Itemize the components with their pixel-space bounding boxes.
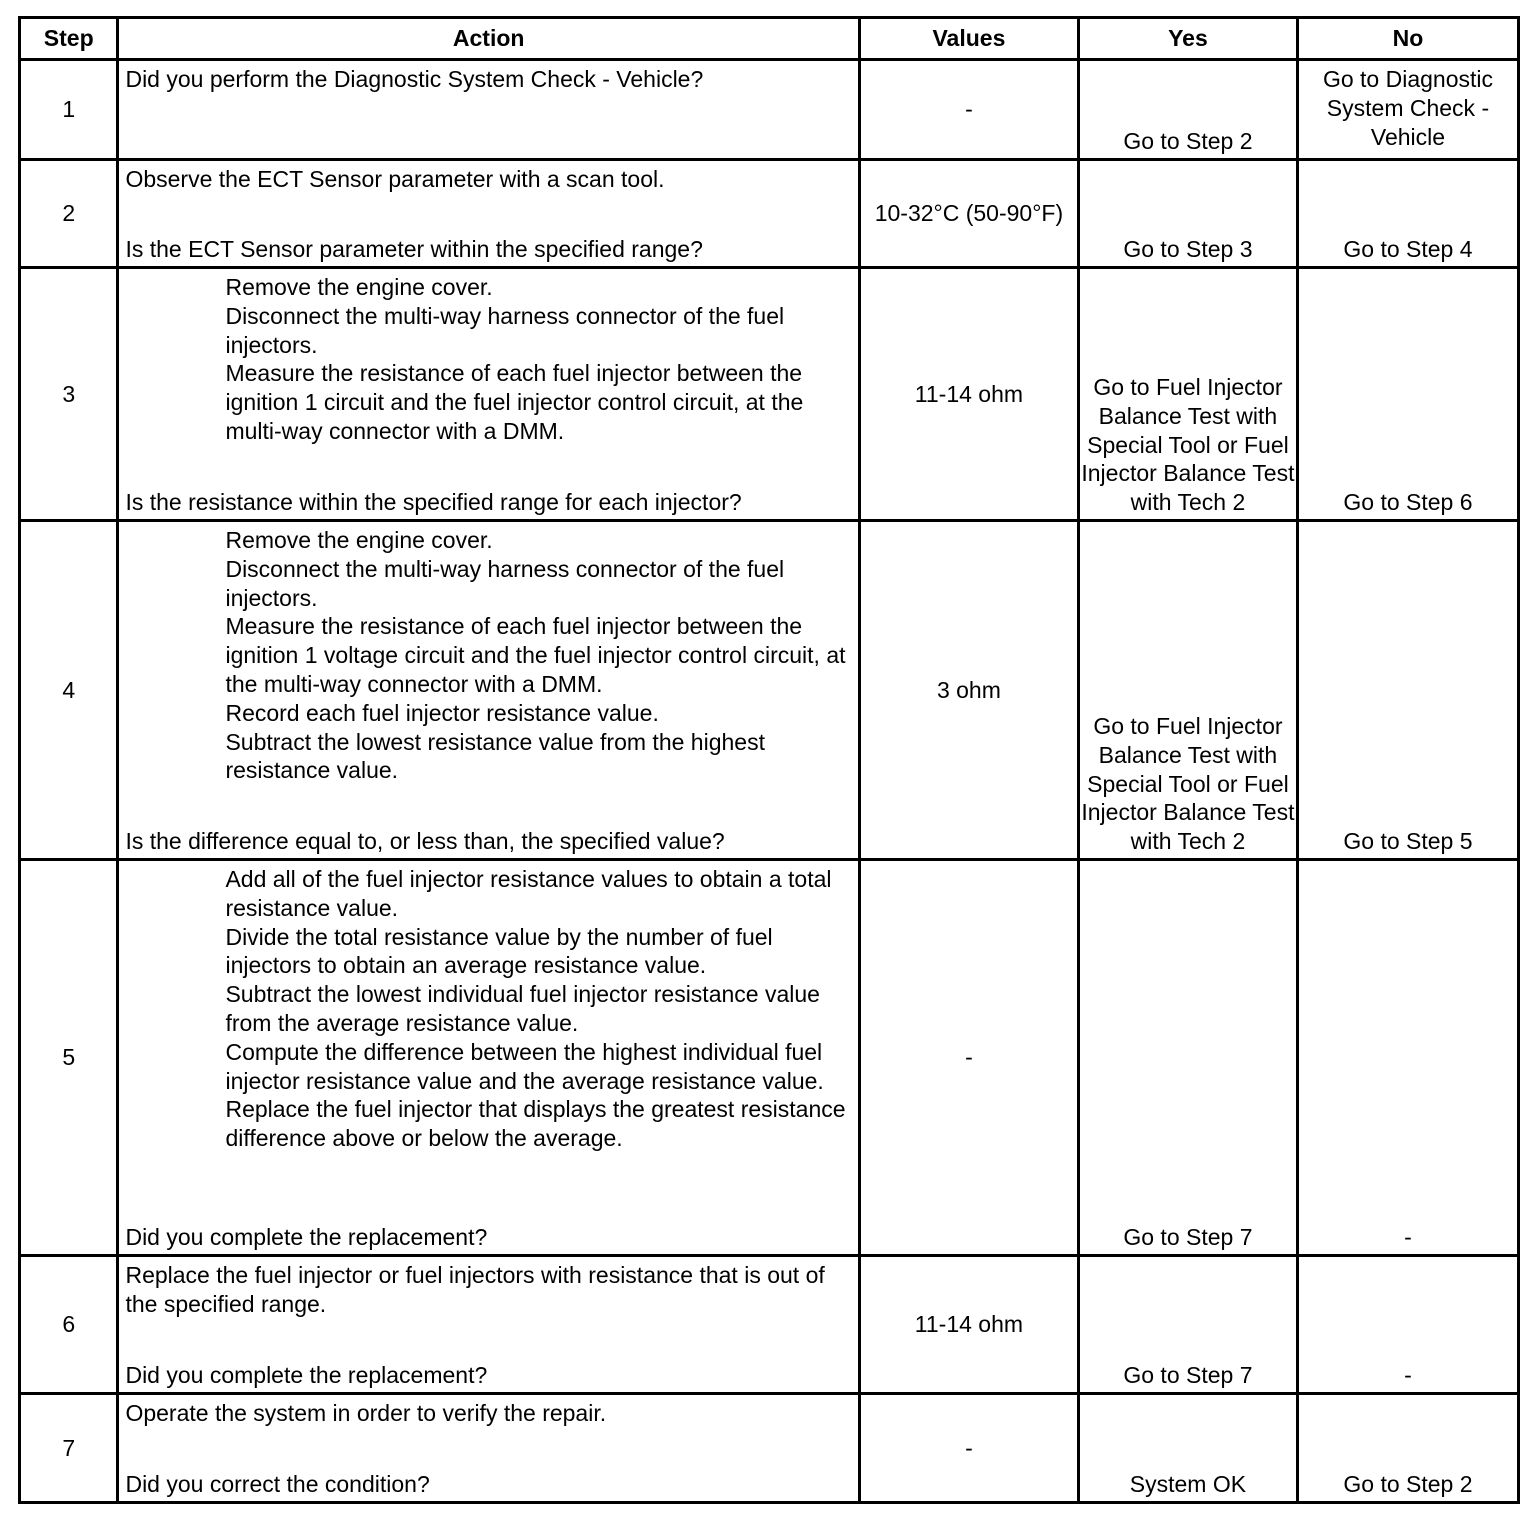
table-row	[20, 860, 1519, 1256]
table-row	[20, 1256, 1519, 1394]
header-action: Action	[118, 18, 859, 60]
value-cell: -	[859, 860, 1078, 1256]
table-row	[20, 160, 1519, 268]
action-text: Observe the ECT Sensor parameter with a scan tool.	[125, 166, 665, 192]
substep: Add all of the fuel injector resistance values to obtain a total resistance value.	[225, 866, 832, 921]
value-cell: 11-14 ohm	[859, 268, 1078, 521]
value-cell: 10-32°C (50-90°F)	[859, 160, 1078, 268]
step-number: 6	[20, 1256, 118, 1394]
yes-cell: Go to Fuel Injector Balance Test with Special Tool or Fuel Injector Balance Test with Tech 2	[1078, 521, 1297, 860]
substep: Compute the difference between the highest individual fuel injector resistance value and the average resistance value.	[225, 1038, 824, 1094]
action-question: Did you correct the condition?	[125, 1471, 430, 1498]
substep: Subtract the lowest individual fuel injector resistance value from the average resistance value.	[225, 981, 820, 1036]
yes-cell: Go to Step 7	[1078, 1256, 1297, 1394]
value-cell: 11-14 ohm	[859, 1256, 1078, 1394]
no-cell: Go to Step 2	[1297, 1394, 1518, 1503]
action-question: Is the difference equal to, or less than, the specified value?	[125, 828, 725, 855]
header-step: Step	[20, 18, 118, 60]
substep: Remove the engine cover.	[225, 527, 493, 553]
table-row	[20, 1394, 1519, 1503]
substep: Divide the total resistance value by the number of fuel injectors to obtain an average resistance value.	[225, 923, 773, 979]
action-question: Is the resistance within the specified range for each injector?	[125, 489, 742, 516]
no-cell: Go to Step 6	[1297, 268, 1518, 521]
step-number: 4	[20, 521, 118, 860]
table-row	[20, 60, 1519, 160]
header-row	[20, 18, 1519, 60]
header-yes: Yes	[1078, 18, 1297, 60]
step-number: 3	[20, 268, 118, 521]
action-cell	[118, 1394, 859, 1503]
action-cell	[118, 160, 859, 268]
step-number: 7	[20, 1394, 118, 1503]
action-question: Did you complete the replacement?	[125, 1224, 488, 1251]
substep: Disconnect the multi-way harness connector of the fuel injectors.	[225, 555, 785, 611]
action-cell	[118, 268, 859, 521]
action-question: Is the ECT Sensor parameter within the specified range?	[125, 236, 703, 263]
substep: Record each fuel injector resistance value.	[225, 699, 659, 726]
step-number: 2	[20, 160, 118, 268]
substep-list	[125, 865, 853, 1153]
action-cell	[118, 1256, 859, 1394]
substep: Replace the fuel injector that displays the greatest resistance difference above or below the average.	[225, 1096, 846, 1152]
header-values: Values	[859, 18, 1078, 60]
no-cell: -	[1297, 1256, 1518, 1394]
no-cell: Go to Step 4	[1297, 160, 1518, 268]
table-row	[20, 521, 1519, 860]
yes-cell: System OK	[1078, 1394, 1297, 1503]
substep-list	[125, 273, 853, 446]
action-cell	[118, 521, 859, 860]
diagnostic-table	[18, 16, 1520, 1504]
value-cell: 3 ohm	[859, 521, 1078, 860]
table-row	[20, 268, 1519, 521]
substep: Subtract the lowest resistance value from the highest resistance value.	[225, 728, 765, 784]
action-cell	[118, 860, 859, 1256]
substep: Remove the engine cover.	[225, 274, 493, 300]
action-text: Replace the fuel injector or fuel injectors with resistance that is out of the specified range.	[125, 1262, 825, 1317]
step-number: 1	[20, 60, 118, 160]
header-no: No	[1297, 18, 1518, 60]
value-cell: -	[859, 60, 1078, 160]
action-text: Operate the system in order to verify the repair.	[125, 1400, 607, 1426]
no-cell: Go to Diagnostic System Check - Vehicle	[1297, 60, 1518, 160]
yes-cell: Go to Step 3	[1078, 160, 1297, 268]
substep: Disconnect the multi-way harness connector of the fuel injectors.	[225, 302, 785, 358]
substep: Measure the resistance of each fuel injector between the ignition 1 voltage circuit and the fuel injector control circuit, at the multi-way connector with a DMM.	[225, 613, 846, 697]
no-cell: Go to Step 5	[1297, 521, 1518, 860]
step-number: 5	[20, 860, 118, 1256]
substep-list	[125, 526, 853, 785]
substep: Measure the resistance of each fuel injector between the ignition 1 circuit and the fuel injector control circuit, at the multi-way connector with a DMM.	[225, 360, 804, 444]
action-text: Did you perform the Diagnostic System Check - Vehicle?	[125, 66, 704, 92]
yes-cell: Go to Step 2	[1078, 60, 1297, 160]
action-cell	[118, 60, 859, 160]
yes-cell: Go to Fuel Injector Balance Test with Special Tool or Fuel Injector Balance Test with Tech 2	[1078, 268, 1297, 521]
no-cell: -	[1297, 860, 1518, 1256]
value-cell: -	[859, 1394, 1078, 1503]
yes-cell: Go to Step 7	[1078, 860, 1297, 1256]
action-question: Did you complete the replacement?	[125, 1362, 488, 1389]
